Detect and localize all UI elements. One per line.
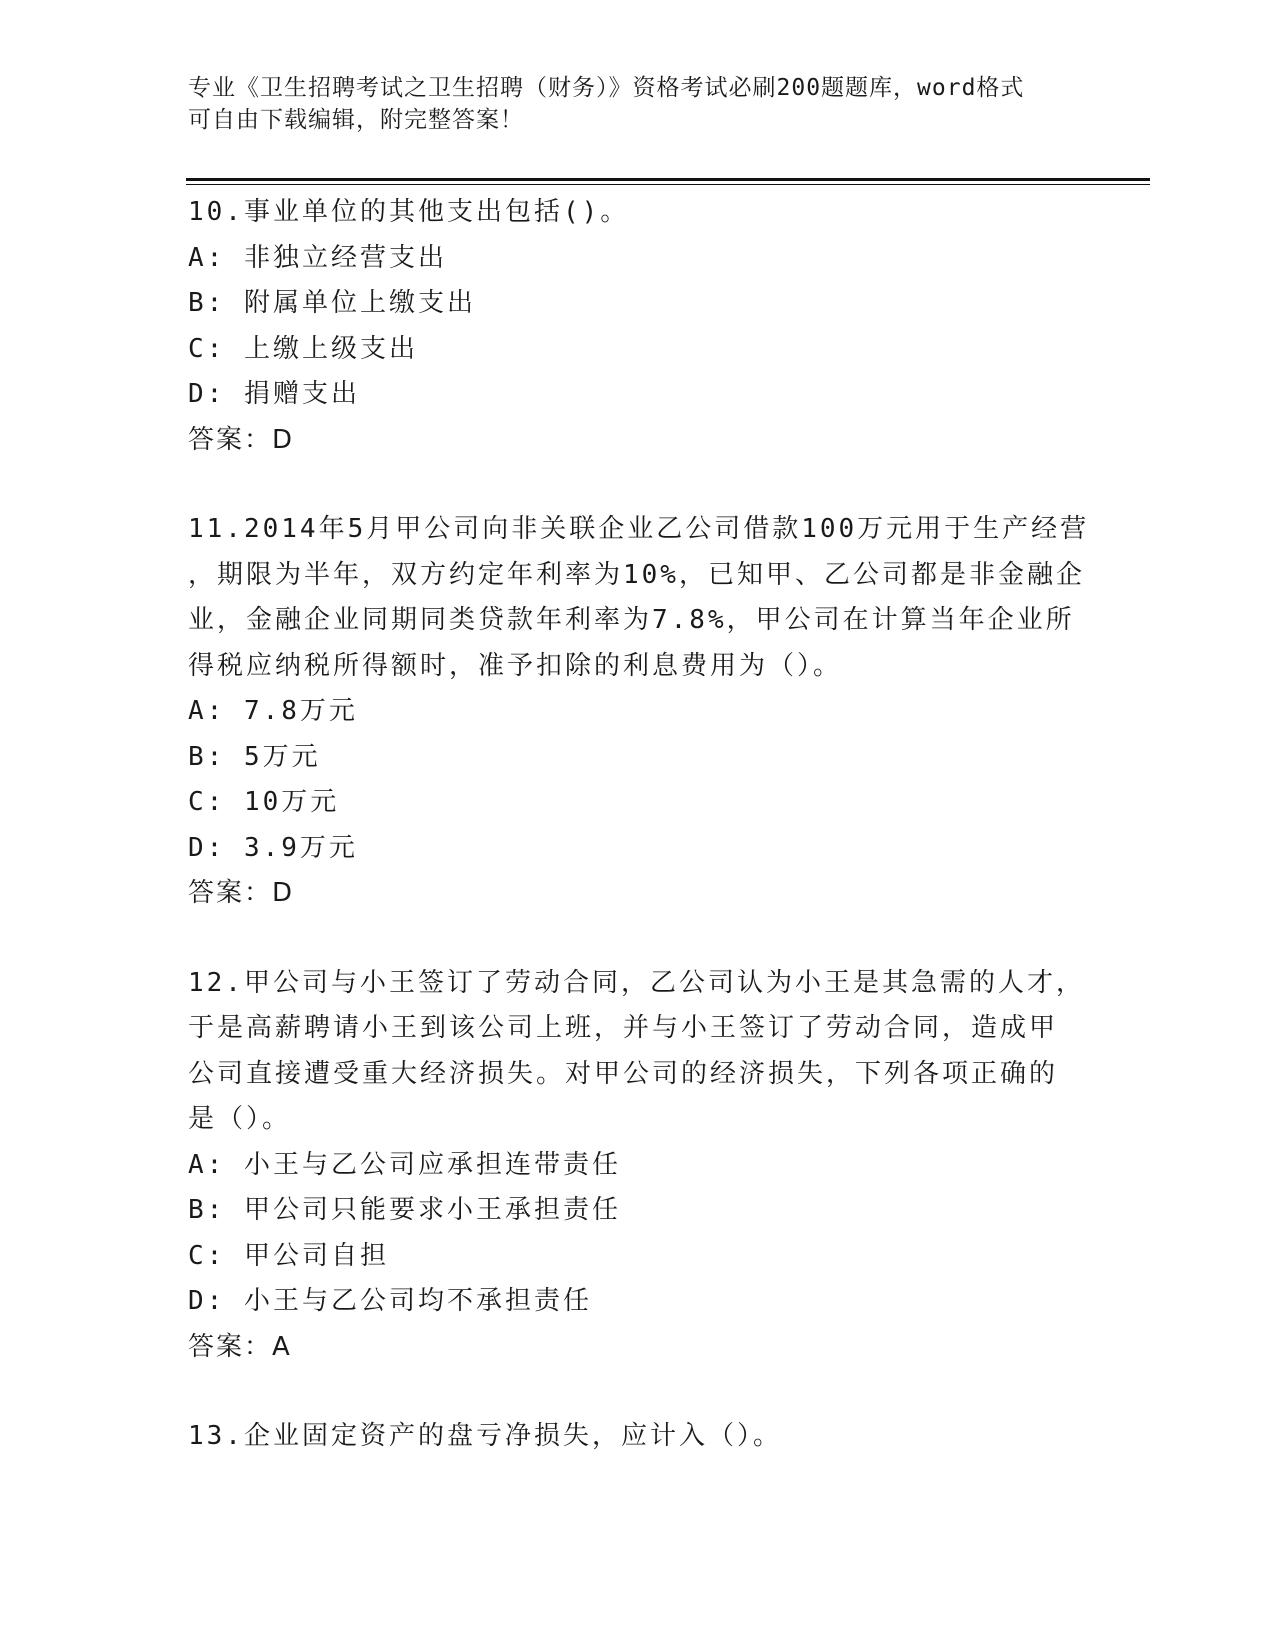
option-d: D: 3.9万元 (188, 832, 358, 863)
question-stem: ，期限为半年，双方约定年利率为10%，已知甲、乙公司都是非金融企 (188, 559, 1085, 590)
document-header (188, 72, 1068, 136)
option-a: A: 7.8万元 (188, 696, 358, 726)
question-stem: 是（）。 (188, 1104, 292, 1134)
spacer (188, 463, 1088, 507)
header-rule-thick (186, 178, 1150, 181)
option-b: B: 5万元 (188, 741, 321, 772)
answer: 答案：D (188, 424, 295, 455)
header-rule-thin (186, 184, 1150, 185)
option-c: C: 甲公司自担 (188, 1240, 389, 1271)
option-c: C: 上缴上级支出 (188, 333, 418, 364)
option-b: B: 甲公司只能要求小王承担责任 (188, 1195, 621, 1225)
option-d: D: 捐赠支出 (188, 379, 360, 409)
option-b: B: 附属单位上缴支出 (188, 288, 476, 318)
spacer (188, 1370, 1088, 1414)
question-10 (188, 190, 1088, 463)
question-list (188, 190, 1088, 1460)
header-line-2: 可自由下载编辑，附完整答案！ (188, 107, 524, 133)
question-stem: 10.事业单位的其他支出包括()。 (188, 197, 630, 227)
spacer (188, 917, 1088, 961)
header-line-1: 专业《卫生招聘考试之卫生招聘（财务）》资格考试必刷200题题库，word格式 (188, 75, 1025, 101)
question-stem: 公司直接遭受重大经济损失。对甲公司的经济损失，下列各项正确的 (188, 1058, 1059, 1089)
option-d: D: 小王与乙公司均不承担责任 (188, 1286, 592, 1316)
question-stem: 得税应纳税所得额时，准予扣除的利息费用为（）。 (188, 650, 843, 681)
question-13 (188, 1414, 1088, 1460)
option-c: C: 10万元 (188, 787, 340, 817)
question-12 (188, 961, 1088, 1371)
question-11 (188, 507, 1088, 917)
option-a: A: 非独立经营支出 (188, 242, 447, 273)
answer: 答案：D (188, 878, 295, 908)
answer: 答案：A (188, 1331, 292, 1362)
question-stem: 业，金融企业同期同类贷款年利率为7.8%，甲公司在计算当年企业所 (188, 605, 1075, 635)
question-stem: 11.2014年5月甲公司向非关联企业乙公司借款100万元用于生产经营 (188, 514, 1090, 544)
question-stem: 13.企业固定资产的盘亏净损失，应计入（）。 (188, 1421, 782, 1451)
question-stem: 12.甲公司与小王签订了劳动合同，乙公司认为小王是其急需的人才， (188, 967, 1085, 998)
option-a: A: 小王与乙公司应承担连带责任 (188, 1149, 621, 1180)
question-stem: 于是高薪聘请小王到该公司上班，并与小王签订了劳动合同，造成甲 (188, 1013, 1059, 1043)
